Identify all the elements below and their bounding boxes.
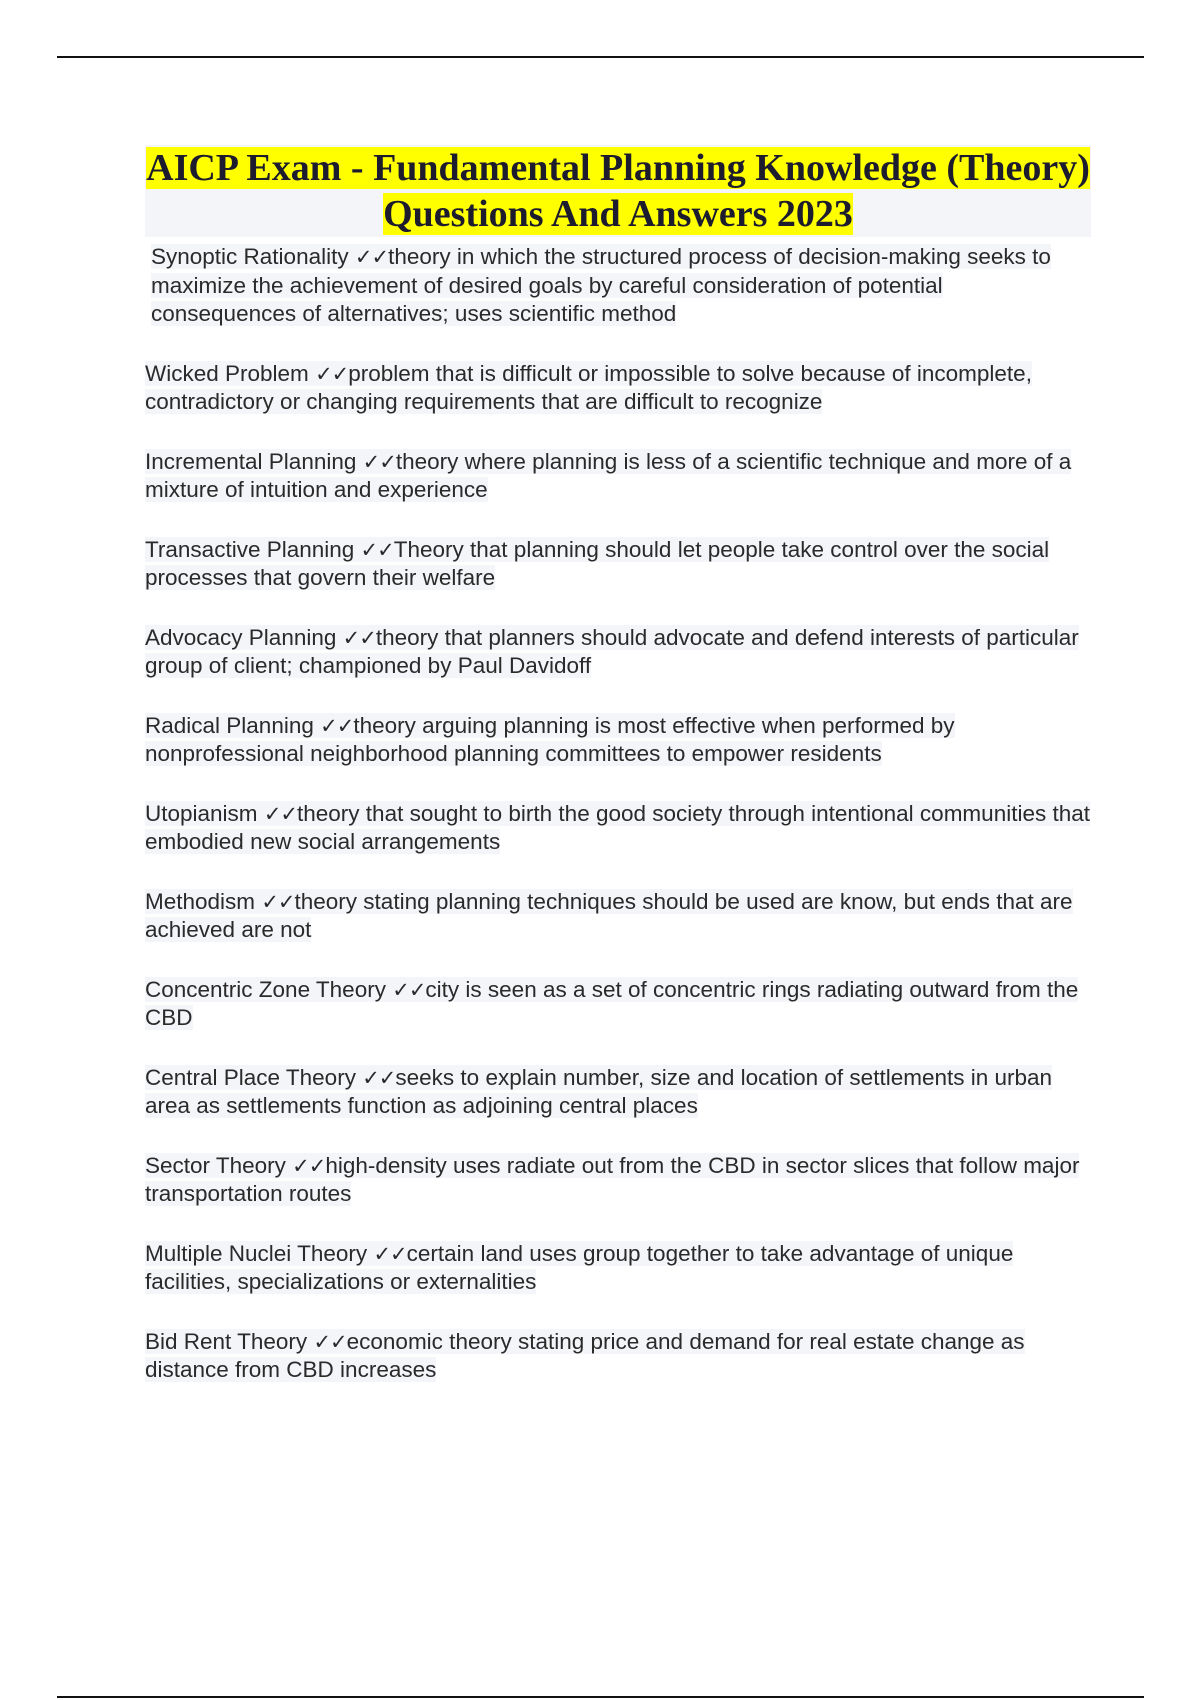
qa-item <box>145 243 1091 329</box>
qa-term: Sector Theory <box>145 1152 286 1178</box>
qa-item <box>145 360 1091 417</box>
qa-definition: theory that planners should advocate and defend interests of particular group of client; championed by Paul Davidoff <box>145 624 1079 678</box>
bottom-rule <box>57 1696 1144 1698</box>
qa-item <box>145 536 1091 593</box>
title-line-2: Questions And Answers 2023 <box>383 193 853 235</box>
check-marks-icon: ✓✓ <box>313 1329 347 1354</box>
qa-term: Concentric Zone Theory <box>145 976 386 1002</box>
check-marks-icon: ✓✓ <box>373 1241 407 1266</box>
qa-item <box>145 712 1091 769</box>
qa-definition: theory that sought to birth the good society through intentional communities that embodied new social arrangements <box>145 800 1090 854</box>
qa-definition: theory where planning is less of a scientific technique and more of a mixture of intuition and experience <box>145 448 1072 502</box>
qa-term: Advocacy Planning <box>145 624 337 650</box>
document-body <box>145 145 1091 1416</box>
qa-term: Utopianism <box>145 800 258 826</box>
qa-term: Radical Planning <box>145 712 314 738</box>
qa-term: Multiple Nuclei Theory <box>145 1240 368 1266</box>
qa-term: Bid Rent Theory <box>145 1328 308 1354</box>
qa-definition: Theory that planning should let people take control over the social processes that govern their welfare <box>145 536 1050 590</box>
qa-item <box>145 624 1091 681</box>
check-marks-icon: ✓✓ <box>315 361 349 386</box>
qa-definition: theory arguing planning is most effective when performed by nonprofessional neighborhood planning committees to empower residents <box>145 712 955 766</box>
title-line-1: AICP Exam - Fundamental Planning Knowledge (Theory) <box>146 147 1090 189</box>
qa-definition: economic theory stating price and demand for real estate change as distance from CBD increases <box>145 1328 1025 1382</box>
check-marks-icon: ✓✓ <box>320 713 354 738</box>
check-marks-icon: ✓✓ <box>360 537 394 562</box>
qa-item <box>145 888 1091 945</box>
qa-item <box>145 1240 1091 1297</box>
qa-item <box>145 448 1091 505</box>
check-marks-icon: ✓✓ <box>362 449 396 474</box>
check-marks-icon: ✓✓ <box>342 625 376 650</box>
qa-definition: certain land uses group together to take advantage of unique facilities, specializations or externalities <box>145 1240 1014 1294</box>
qa-item <box>145 976 1091 1033</box>
qa-term: Synoptic Rationality <box>151 244 349 269</box>
qa-item <box>145 800 1091 857</box>
qa-definition: theory in which the structured process of decision-making seeks to maximize the achievement of desired goals by careful consideration of potential consequences of alternatives; uses scientific method <box>151 244 1051 326</box>
qa-term: Transactive Planning <box>145 536 355 562</box>
qa-term: Wicked Problem <box>145 360 309 386</box>
check-marks-icon: ✓✓ <box>263 801 298 826</box>
qa-term: Incremental Planning <box>145 448 357 474</box>
qa-definition: high-density uses radiate out from the CBD in sector slices that follow major transportation routes <box>145 1152 1080 1206</box>
qa-term: Methodism <box>145 888 256 914</box>
check-marks-icon: ✓✓ <box>392 977 426 1002</box>
top-rule <box>57 56 1144 58</box>
qa-definition: problem that is difficult or impossible to solve because of incomplete, contradictory or changing requirements that are difficult to recognize <box>145 360 1032 414</box>
qa-item <box>145 1064 1091 1121</box>
qa-definition: city is seen as a set of concentric rings radiating outward from the CBD <box>145 976 1079 1030</box>
qa-item <box>145 1152 1091 1209</box>
qa-list <box>145 243 1091 1385</box>
check-marks-icon: ✓✓ <box>292 1153 326 1178</box>
check-marks-icon: ✓✓ <box>362 1065 396 1090</box>
qa-definition: theory stating planning techniques should be used are know, but ends that are achieved are not <box>145 888 1073 942</box>
qa-definition: seeks to explain number, size and location of settlements in urban area as settlements function as adjoining central places <box>145 1064 1053 1118</box>
check-marks-icon: ✓✓ <box>261 889 295 914</box>
qa-term: Central Place Theory <box>145 1064 356 1090</box>
qa-item <box>145 1328 1091 1385</box>
check-marks-icon: ✓✓ <box>354 245 389 269</box>
document-title <box>145 145 1091 237</box>
